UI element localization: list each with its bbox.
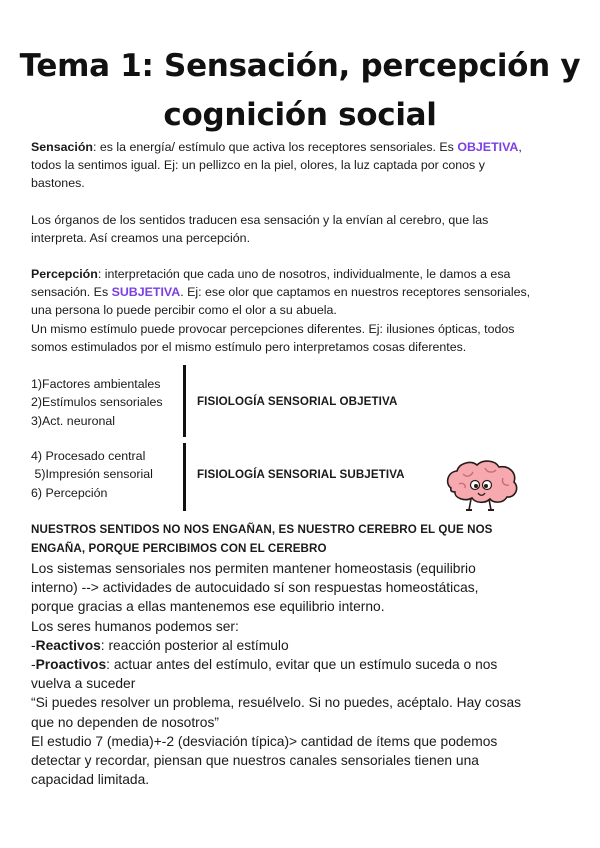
proactivos-dash: - <box>31 657 36 673</box>
sensacion-paragraph <box>31 138 576 193</box>
brain-illustration-icon <box>441 458 521 518</box>
subjetiva-list <box>31 447 153 502</box>
subjetiva-label: FISIOLOGÍA SENSORIAL SUBJETIVA <box>197 468 405 481</box>
percepcion-line-2-start: sensación. Es <box>31 285 112 300</box>
objetiva-highlight: OBJETIVA <box>457 140 519 154</box>
percepcion-definition: : interpretación que cada uno de nosotros, individualmente, le damos a esa <box>97 267 511 281</box>
brain-pupil-right <box>484 484 488 488</box>
sensacion-term: Sensación <box>31 140 93 154</box>
final-section <box>31 559 576 789</box>
subjetiva-divider <box>183 443 186 511</box>
percepcion-paragraph <box>31 265 576 356</box>
proactivos-text: : actuar antes del estímulo, evitar que un estímulo suceda o nos <box>106 657 498 673</box>
homeostasis-line-2: interno) --> actividades de autocuidado sí son respuestas homeostáticas, <box>31 580 479 596</box>
quote-line-2: que no dependen de nosotros” <box>31 714 219 730</box>
list-item: 1)Factores ambientales <box>31 377 161 391</box>
homeostasis-line-3: porque gracias a ellas mantenemos ese equilibrio interno. <box>31 599 385 615</box>
percepcion-line-3: una persona lo puede percibir como el olor a su abuela. <box>31 303 337 318</box>
list-item: 4) Procesado central <box>31 449 146 463</box>
percepcion-line-4: Un mismo estímulo puede provocar percepciones diferentes. Ej: ilusiones ópticas, todos <box>31 321 515 336</box>
sensacion-definition: : es la energía/ estímulo que activa los receptores sensoriales. Es <box>92 140 458 154</box>
page-title <box>0 42 600 140</box>
subjetiva-highlight: SUBJETIVA <box>111 285 181 300</box>
estudio-line-3: capacidad limitada. <box>31 772 150 788</box>
homeostasis-line-1: Los sistemas sensoriales nos permiten mantener homeostasis (equilibrio <box>31 561 476 576</box>
title-line-1: Tema 1: Sensación, percepción y <box>19 48 581 84</box>
estudio-line-1: El estudio 7 (media)+-2 (desviación típica)> cantidad de ítems que podemos <box>31 733 498 749</box>
percepcion-line-5: somos estimulados por el mismo estímulo pero interpretamos cosas diferentes. <box>31 339 467 354</box>
title-line-2: cognición social <box>163 97 437 133</box>
estudio-line-2: detectar y recordar, piensan que nuestros canales sensoriales tienen una <box>31 753 479 769</box>
organos-paragraph <box>31 211 576 247</box>
brain-outline <box>448 461 517 502</box>
heading-line-2: ENGAÑA, PORQUE PERCIBIMOS CON EL CEREBRO <box>31 541 327 555</box>
reactivos-text: : reacción posterior al estímulo <box>100 637 289 653</box>
proactivos-line-2: vuelva a suceder <box>31 676 136 692</box>
brain-pupil-left <box>474 484 478 488</box>
organos-line-1: Los órganos de los sentidos traducen esa sensación y la envían al cerebro, que las <box>31 213 489 227</box>
percepcion-line-2-end: . Ej: ese olor que captamos en nuestros receptores sensoriales, <box>180 285 531 300</box>
sensacion-line-3: bastones. <box>31 176 85 191</box>
quote-line-1: “Si puedes resolver un problema, resuélvelo. Si no puedes, acéptalo. Hay cosas <box>31 695 522 711</box>
percepcion-line-2 <box>31 283 576 301</box>
objetiva-divider <box>183 365 186 437</box>
proactivos-term: Proactivos <box>35 657 107 673</box>
reactivos-term: Reactivos <box>35 637 101 653</box>
list-item: 6) Percepción <box>31 485 108 500</box>
seres-humanos-line: Los seres humanos podemos ser: <box>31 618 239 634</box>
list-item: 5)Impresión sensorial <box>31 467 153 482</box>
list-item: 2)Estímulos sensoriales <box>31 395 163 410</box>
reactivos-line <box>31 636 576 655</box>
reactivos-dash: - <box>31 637 36 653</box>
heading-line-1: NUESTROS SENTIDOS NO NOS ENGAÑAN, ES NUESTRO CEREBRO EL QUE NOS <box>31 523 493 536</box>
sensacion-line-1 <box>31 138 576 156</box>
percepcion-line-1 <box>31 265 576 283</box>
list-item: 3)Act. neuronal <box>31 413 116 428</box>
sensacion-comma: , <box>518 140 522 154</box>
percepcion-term: Percepción <box>31 267 98 281</box>
organos-line-2: interpreta. Así creamos una percepción. <box>31 231 251 246</box>
objetiva-label: FISIOLOGÍA SENSORIAL OBJETIVA <box>197 395 398 408</box>
section-heading <box>31 521 576 558</box>
objetiva-list <box>31 375 163 430</box>
proactivos-line <box>31 655 576 674</box>
sensacion-line-2: todos la sentimos igual. Ej: un pellizco en la piel, olores, la luz captada por conos y <box>31 158 485 173</box>
